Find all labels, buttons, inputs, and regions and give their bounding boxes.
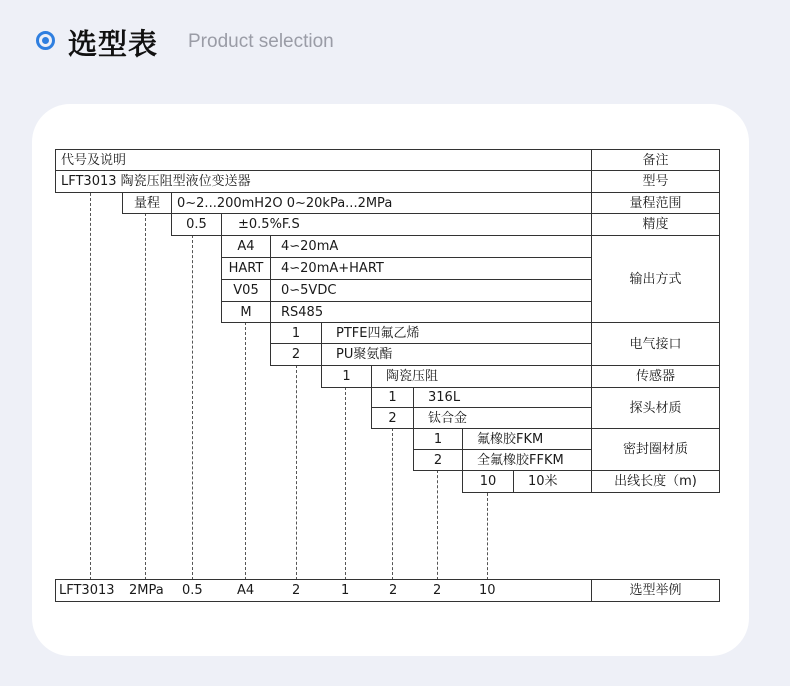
seal-desc-cell: 全氟橡胶FFKM — [462, 449, 592, 471]
remark-output: 输出方式 — [591, 235, 720, 323]
accuracy-value-cell: ±0.5%F.S — [221, 213, 592, 236]
output-desc-cell: RS485 — [270, 301, 592, 323]
remark-probe: 探头材质 — [591, 387, 720, 429]
remark-accuracy: 精度 — [591, 213, 720, 236]
output-code-cell: V05 — [221, 279, 271, 302]
seal-desc-cell: 氟橡胶FKM — [462, 428, 592, 450]
probe-desc-cell: 316L — [413, 387, 592, 408]
remark-cable: 出线长度（m) — [591, 470, 720, 493]
page-title: 选型表 — [68, 27, 159, 61]
remark-range: 量程范围 — [591, 192, 720, 214]
connector-desc-cell: PTFE四氟乙烯 — [321, 322, 592, 344]
output-desc-cell: 4∽20mA — [270, 235, 592, 258]
output-code-cell: A4 — [221, 235, 271, 258]
page-subtitle: Product selection — [188, 31, 334, 52]
probe-desc-cell: 钛合金 — [413, 407, 592, 429]
example-value: A4 — [237, 583, 255, 598]
example-value: 10 — [479, 583, 496, 598]
guide-line-connector — [296, 365, 297, 580]
guide-line-range — [145, 213, 146, 580]
example-value: 2MPa — [129, 583, 164, 598]
output-code-cell: M — [221, 301, 271, 323]
example-value: 1 — [341, 583, 350, 598]
cable-code-cell: 10 — [462, 470, 514, 493]
seal-code-cell: 1 — [413, 428, 463, 450]
guide-line-seal — [437, 470, 438, 580]
accuracy-code-cell: 0.5 — [171, 213, 222, 236]
remarks-head-cell: 备注 — [591, 149, 720, 171]
guide-line-model — [90, 193, 91, 580]
example-value: 2 — [389, 583, 398, 598]
sensor-desc-cell: 陶瓷压阻 — [371, 365, 592, 388]
example-value: 2 — [292, 583, 301, 598]
range-value-cell: 0~2...200mH2O 0~20kPa...2MPa — [171, 192, 592, 214]
guide-line-sensor — [345, 387, 346, 580]
output-desc-cell: 0∽5VDC — [270, 279, 592, 302]
target-icon — [36, 31, 55, 50]
table-head-cell: 代号及说明 — [55, 149, 592, 171]
guide-line-cable — [487, 493, 488, 580]
connector-code-cell: 1 — [270, 322, 322, 344]
remark-connector: 电气接口 — [591, 322, 720, 366]
seal-code-cell: 2 — [413, 449, 463, 471]
example-value: LFT3013 — [59, 583, 115, 598]
example-value: 2 — [433, 583, 442, 598]
remark-example: 选型举例 — [591, 579, 720, 602]
model-row-cell: LFT3013 陶瓷压阻型液位变送器 — [55, 170, 592, 193]
sensor-code-cell: 1 — [321, 365, 372, 388]
remark-model: 型号 — [591, 170, 720, 193]
probe-code-cell: 2 — [371, 407, 414, 429]
example-value: 0.5 — [182, 583, 203, 598]
connector-code-cell: 2 — [270, 343, 322, 366]
probe-code-cell: 1 — [371, 387, 414, 408]
guide-line-probe — [392, 428, 393, 580]
connector-desc-cell: PU聚氨酯 — [321, 343, 592, 366]
remark-sensor: 传感器 — [591, 365, 720, 388]
range-label-cell: 量程 — [122, 192, 172, 214]
output-desc-cell: 4∽20mA+HART — [270, 257, 592, 280]
guide-line-accuracy — [192, 235, 193, 580]
guide-line-output — [245, 322, 246, 580]
cable-desc-cell: 10米 — [513, 470, 592, 493]
remark-seal: 密封圈材质 — [591, 428, 720, 471]
output-code-cell: HART — [221, 257, 271, 280]
